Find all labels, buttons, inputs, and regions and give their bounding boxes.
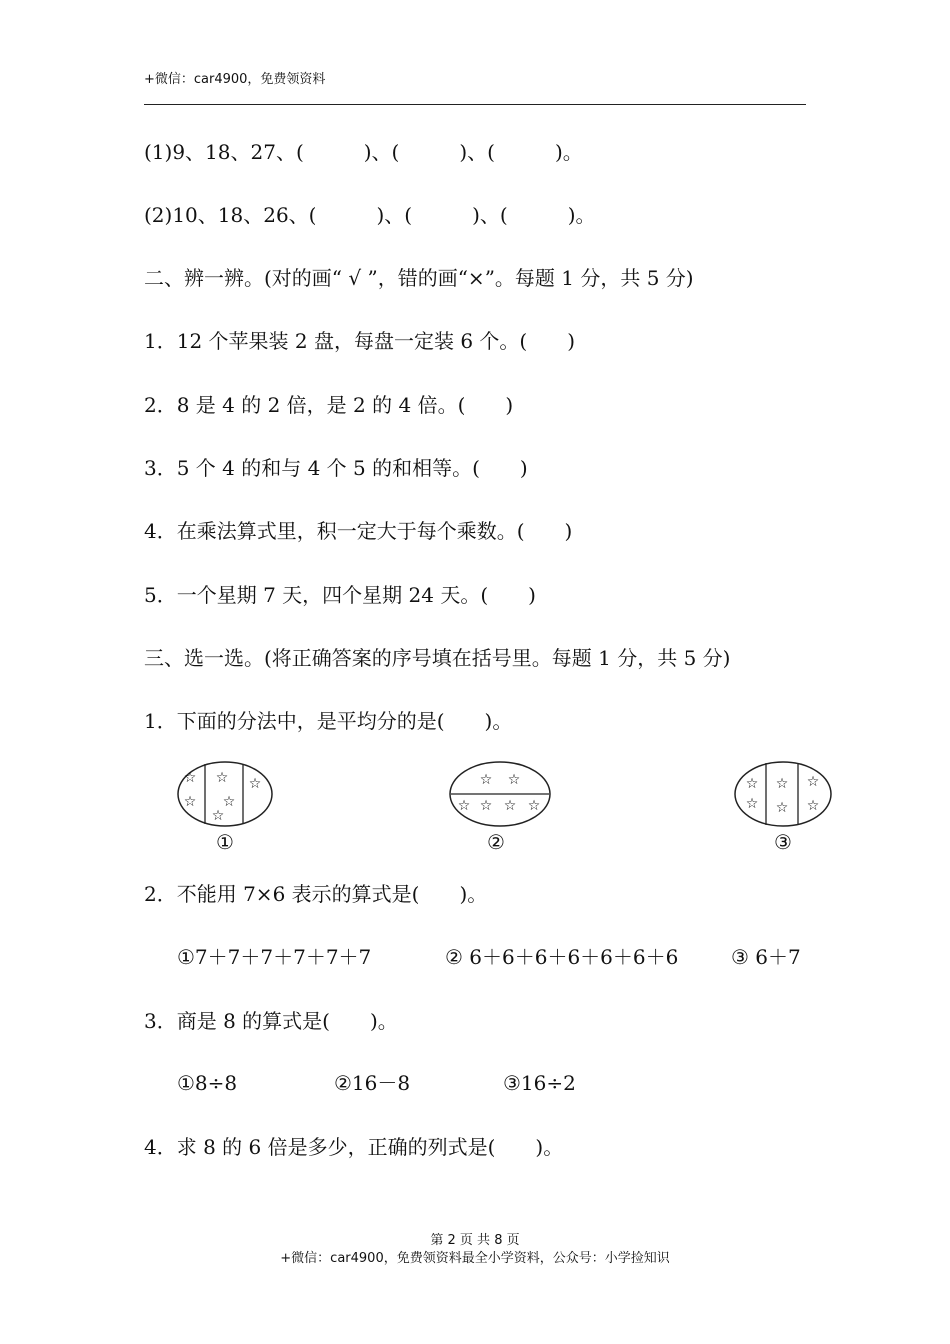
figure-3-oval — [733, 760, 833, 828]
q2-option-3: ③ 6＋7 — [731, 945, 801, 969]
star-icon: ☆ — [215, 770, 229, 786]
star-icon: ☆ — [527, 798, 541, 814]
figure-1-label: ① — [216, 830, 234, 854]
q2-option-2: ② 6＋6＋6＋6＋6＋6＋6 — [445, 945, 679, 969]
section2-title: 二、辨一辨。(对的画“ √ ”，错的画“×”。每题 1 分，共 5 分) — [144, 266, 694, 290]
choice-question-2: 2．不能用 7×6 表示的算式是( )。 — [144, 882, 488, 906]
q2-option-1: ①7＋7＋7＋7＋7＋7 — [177, 945, 372, 969]
figure-2-label: ② — [487, 830, 505, 854]
header-note: +微信：car4900，免费领资料 — [144, 72, 326, 87]
q3-option-3: ③16÷2 — [503, 1071, 576, 1095]
judge-item-3: 3．5 个 4 的和与 4 个 5 的和相等。( ) — [144, 456, 528, 480]
section3-title: 三、选一选。(将正确答案的序号填在括号里。每题 1 分，共 5 分) — [144, 646, 731, 670]
star-icon: ☆ — [745, 776, 759, 792]
star-icon: ☆ — [503, 798, 517, 814]
fill-question-2: (2)10、18、26、( )、( )、( )。 — [144, 203, 596, 227]
figure-2-oval — [448, 760, 552, 828]
fill-question-1: (1)9、18、27、( )、( )、( )。 — [144, 140, 583, 164]
choice-question-1: 1．下面的分法中，是平均分的是( )。 — [144, 709, 513, 733]
star-icon: ☆ — [775, 800, 789, 816]
star-icon: ☆ — [806, 774, 820, 790]
header-rule — [144, 104, 806, 105]
star-icon: ☆ — [211, 808, 225, 824]
figure-1-oval — [176, 760, 274, 828]
star-icon: ☆ — [222, 794, 236, 810]
star-icon: ☆ — [183, 794, 197, 810]
star-icon: ☆ — [806, 798, 820, 814]
figure-3-label: ③ — [774, 830, 792, 854]
judge-item-1: 1．12 个苹果装 2 盘，每盘一定装 6 个。( ) — [144, 329, 576, 353]
star-icon: ☆ — [457, 798, 471, 814]
star-icon: ☆ — [775, 776, 789, 792]
judge-item-4: 4．在乘法算式里，积一定大于每个乘数。( ) — [144, 519, 573, 543]
star-icon: ☆ — [183, 770, 197, 786]
footer-note: +微信：car4900，免费领资料最全小学资料，公众号：小学捡知识 — [280, 1251, 670, 1266]
star-icon: ☆ — [479, 798, 493, 814]
judge-item-2: 2．8 是 4 的 2 倍，是 2 的 4 倍。( ) — [144, 393, 514, 417]
page-number: 第 2 页 共 8 页 — [430, 1233, 520, 1248]
star-icon: ☆ — [479, 772, 493, 788]
q3-option-1: ①8÷8 — [177, 1071, 238, 1095]
q3-option-2: ②16－8 — [334, 1071, 411, 1095]
star-icon: ☆ — [507, 772, 521, 788]
star-icon: ☆ — [745, 796, 759, 812]
judge-item-5: 5．一个星期 7 天，四个星期 24 天。( ) — [144, 583, 536, 607]
star-icon: ☆ — [248, 776, 262, 792]
choice-question-3: 3．商是 8 的算式是( )。 — [144, 1009, 398, 1033]
choice-question-4: 4．求 8 的 6 倍是多少，正确的列式是( )。 — [144, 1135, 564, 1159]
